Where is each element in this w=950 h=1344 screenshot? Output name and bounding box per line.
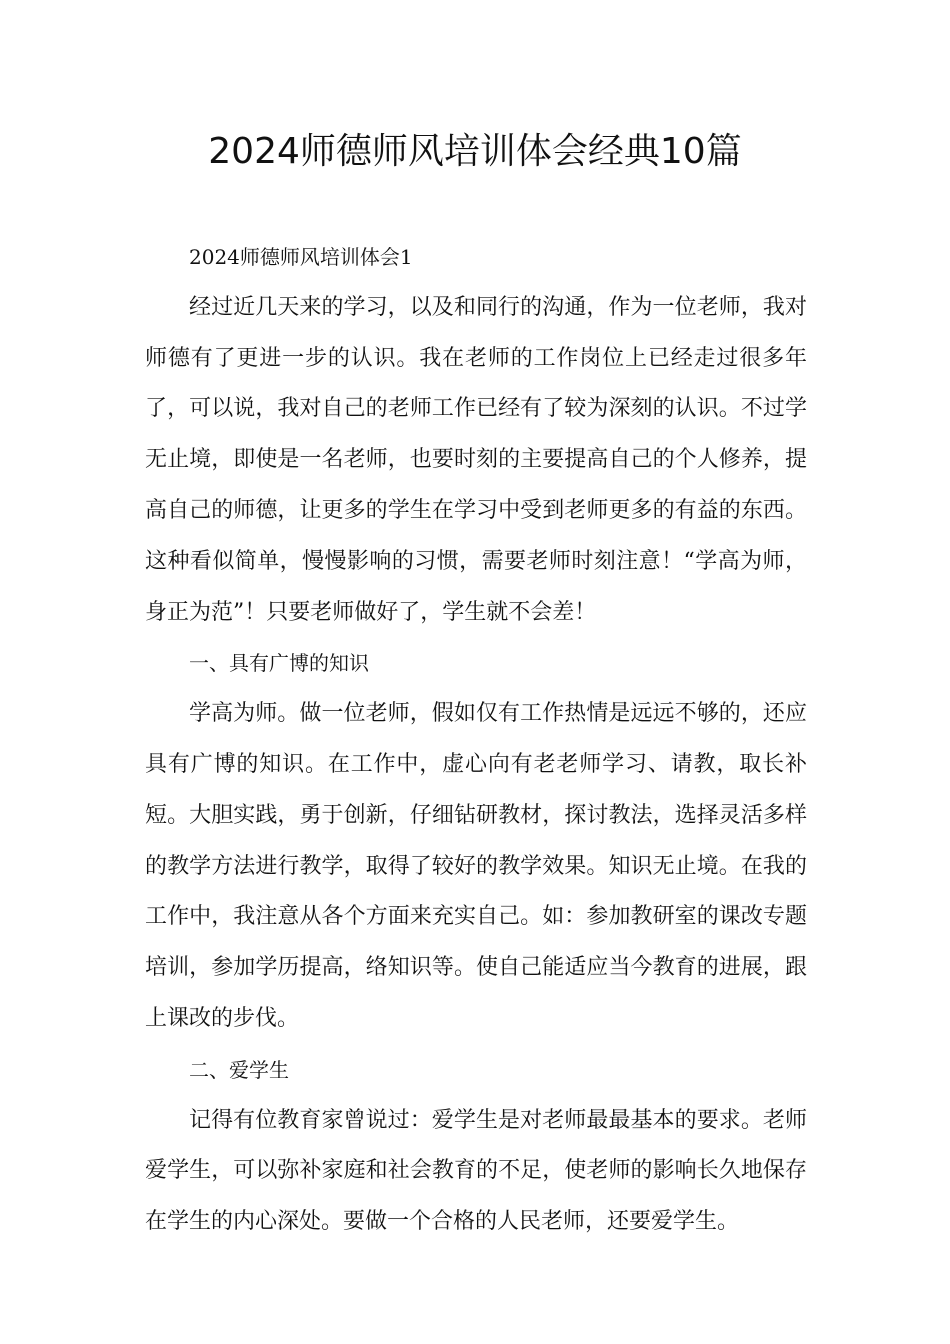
paragraph-love-students: 记得有位教育家曾说过：爱学生是对老师最最基本的要求。老师爱学生，可以弥补家庭和社会教育的不足，使老师的影响长久地保存在学生的内心深处。要做一个合格的人民老师，还要爱学生。	[145, 1107, 807, 1235]
document-body	[145, 232, 807, 1248]
document-title: 2024师德师风培训体会经典10篇	[208, 131, 742, 172]
section-title: 2024师德师风培训体会1	[189, 245, 413, 269]
paragraph-knowledge: 学高为师。做一位老师，假如仅有工作热情是远远不够的，还应具有广博的知识。在工作中，虚心向有老老师学习、请教，取长补短。大胆实践，勇于创新，仔细钻研教材，探讨教法，选择灵活多样的教学方法进行教学，取得了较好的教学效果。知识无止境。在我的工作中，我注意从各个方面来充实自己。如：参加教研室的课改专题培训，参加学历提高，络知识等。使自己能适应当今教育的进展，跟上课改的步伐。	[145, 701, 807, 1031]
heading-knowledge: 一、具有广博的知识	[189, 651, 369, 676]
paragraph-intro: 经过近几天来的学习，以及和同行的沟通，作为一位老师，我对师德有了更进一步的认识。我在老师的工作岗位上已经走过很多年了，可以说，我对自己的老师工作已经有了较为深刻的认识。不过学无止境，即使是一名老师，也要时刻的主要提高自己的个人修养，提高自己的师德，让更多的学生在学习中受到老师更多的有益的东西。这种看似简单，慢慢影响的习惯，需要老师时刻注意！“学高为师，身正为范”！只要老师做好了，学生就不会差！	[145, 294, 807, 625]
heading-love-students: 二、爱学生	[189, 1057, 289, 1082]
